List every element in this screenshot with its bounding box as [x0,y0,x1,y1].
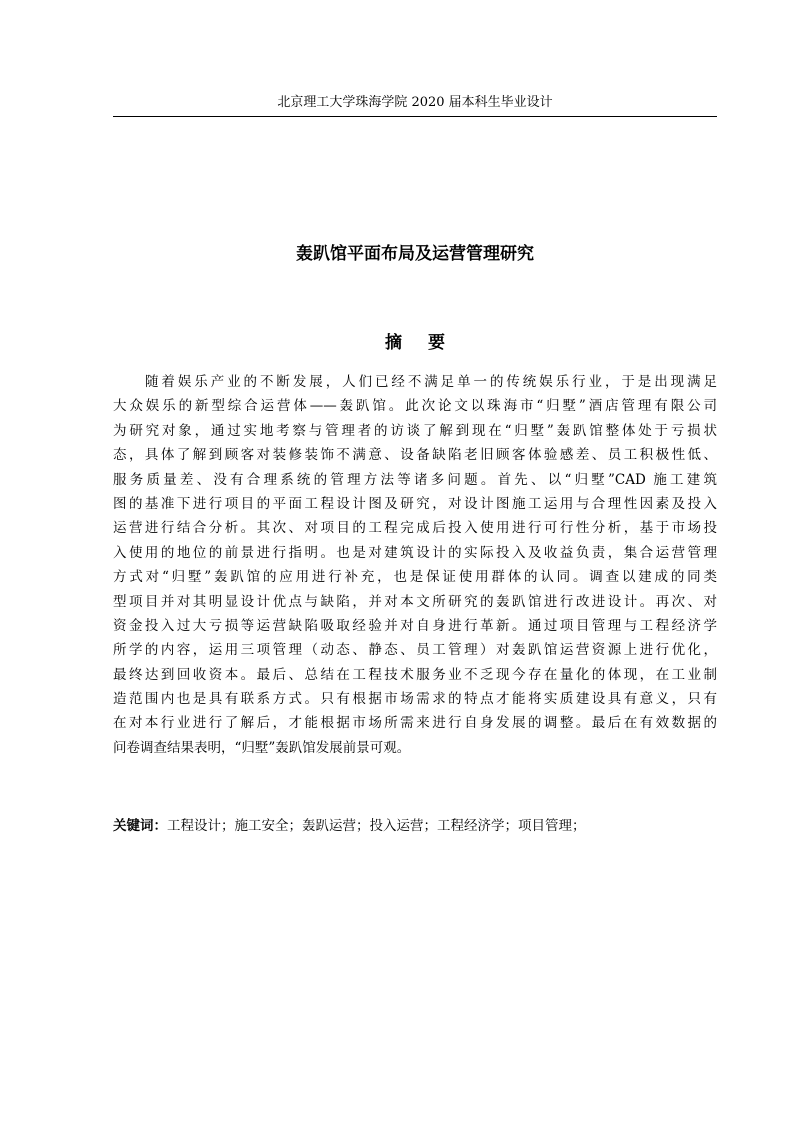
abstract-line: 随着娱乐产业的不断发展，人们已经不满足单一的传统娱乐行业，于是出现满足 [145,374,717,390]
abstract-line: 在对本行业进行了解后，才能根据市场所需来进行自身发展的调整。最后在有效数据的 [113,715,717,732]
abstract-line: 型项目并对其明显设计优点与缺陷，并对本文所研究的轰趴馆进行改进设计。再次、对 [113,593,717,610]
abstract-heading: 摘要 [385,333,471,353]
header-rule [113,116,717,117]
abstract-line: 最终达到回收资本。最后、总结在工程技术服务业不乏现今存在量化的体现，在工业制 [113,666,717,683]
abstract-line: 为研究对象，通过实地考察与管理者的访谈了解到现在“归墅”轰趴馆整体处于亏损状 [113,422,717,439]
keywords-text: 工程设计；施工安全；轰趴运营；投入运营；工程经济学；项目管理； [167,818,586,834]
abstract-body [113,370,717,760]
abstract-line: 资金投入过大亏损等运营缺陷吸取经验并对自身进行革新。通过项目管理与工程经济学 [113,617,717,634]
abstract-line: 图的基准下进行项目的平面工程设计图及研究，对设计图施工运用与合理性因素及投入 [113,495,717,512]
abstract-line: 问卷调查结果表明，“归墅”轰趴馆发展前景可观。 [113,739,411,756]
abstract-line: 态，具体了解到顾客对装修装饰不满意、设备缺陷老旧顾客体验感差、员工积极性低、 [113,447,717,464]
abstract-line: 运营进行结合分析。其次、对项目的工程完成后投入使用进行可行性分析，基于市场投 [113,520,717,537]
abstract-line: 大众娱乐的新型综合运营体——轰趴馆。此次论文以珠海市“归墅”酒店管理有限公司 [113,398,717,415]
abstract-line: 造范围内也是具有联系方式。只有根据市场需求的特点才能将实质建设具有意义，只有 [113,691,717,708]
abstract-line: 入使用的地位的前景进行指明。也是对建筑设计的实际投入及收益负责，集合运营管理 [113,544,717,561]
abstract-line: 服务质量差、没有合理系统的管理方法等诸多问题。首先、以“归墅”CAD 施工建筑 [113,471,717,488]
paper-title: 轰趴馆平面布局及运营管理研究 [296,244,534,264]
keywords-label: 关键词： [113,818,167,834]
abstract-line: 方式对“归墅”轰趴馆的应用进行补充，也是保证使用群体的认同。调查以建成的同类 [113,569,717,586]
running-header: 北京理工大学珠海学院 2020 届本科生毕业设计 [277,95,553,110]
abstract-line: 所学的内容，运用三项管理（动态、静态、员工管理）对轰趴馆运营资源上进行优化， [113,642,717,659]
keywords [113,815,717,837]
